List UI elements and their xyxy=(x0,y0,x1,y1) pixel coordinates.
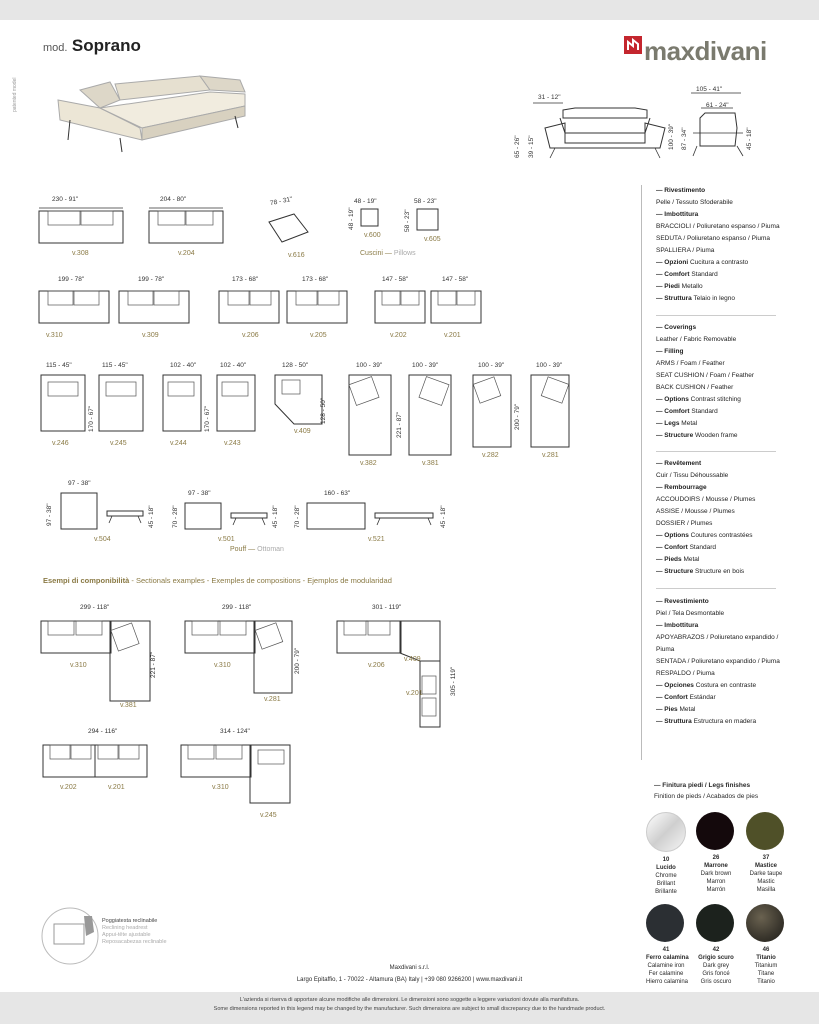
dim: 115 - 45" xyxy=(102,362,128,369)
finish-swatch: 41 Ferro calamina Calamine iron Fer calamine Hierro calamina xyxy=(646,904,686,986)
model-title: mod. Soprano xyxy=(43,36,141,55)
ottoman-side xyxy=(106,510,146,524)
headrest-legend: Poggiatesta reclinabile Reclining headrest Appui-tête ajustable Reposacabezas reclinable xyxy=(40,906,110,971)
dim: 45 - 18" xyxy=(272,505,279,528)
code: v.246 xyxy=(52,440,69,447)
company-info: Maxdivani s.r.l. Largo Epitaffio, 1 - 70022 - Altamura (BA) Italy | +39 080 9266200 | www.maxdivani.it xyxy=(296,965,523,983)
code: v.605 xyxy=(424,236,441,243)
dim: 299 - 118" xyxy=(80,604,110,611)
code: v.501 xyxy=(218,536,235,543)
dim: 221 - 87" xyxy=(150,651,157,678)
examples-area xyxy=(38,604,638,824)
dim: 305 - 119" xyxy=(450,666,457,696)
finish-swatch: 37 Mastice Darke taupe Mastic Masilla xyxy=(746,812,786,894)
dim: 115 - 45" xyxy=(46,362,72,369)
spec-divider xyxy=(641,185,642,760)
sofa-photo xyxy=(50,70,270,155)
finish-swatch: 46 Titanio Titanium Titane Titanio xyxy=(746,904,786,986)
spec-spanish: — Revestimiento Piel / Tela Desmontable — Imbottitura APOYABRAZOS / Poliuretano expandido / Piuma SENTADA / Poliuretano expandido / Piuma RESPALDO / Piuma — Opciones Costura en contraste — Confort Estándar — Pies Metal — Struttura Estructura en madera xyxy=(656,598,780,725)
code: v.206 xyxy=(368,662,385,669)
code: v.310 xyxy=(70,662,87,669)
example-drawing xyxy=(42,740,152,780)
bottom-band: L'azienda si riserva di apportare alcune modifiche alle dimensioni. Le dimensioni sono soggette a leggere variazioni dovute alla manifattura. Some dimensions reported in this legend may be changed by the manufacturer. Such dimensions are subject to small discrepancy due to the handmade product. xyxy=(0,992,819,1024)
finish-color xyxy=(646,904,684,942)
spec-italian: — Rivestimento Pelle / Tessuto Sfoderabile — Imbottitura BRACCIOLI / Poliuretano espanso / Piuma SEDUTA / Poliuretano espanso / Piuma SPALLIERA / Piuma — Opzioni Cucitura a contrasto — Comfort Standard — Piedi Metallo — Struttura Telaio in legno xyxy=(656,187,780,302)
code: v.382 xyxy=(360,460,377,467)
dim-seat: 31 - 12" xyxy=(538,94,561,101)
dim-h3: 100 - 39" xyxy=(668,123,675,150)
code: v.381 xyxy=(120,702,137,709)
code: v.245 xyxy=(110,440,127,447)
dim-h4: 87 - 34" xyxy=(681,127,688,150)
module-drawing xyxy=(216,374,256,434)
ottoman-drawing xyxy=(60,492,100,532)
module-drawing xyxy=(530,374,570,448)
code: v.205 xyxy=(310,332,327,339)
finish-color xyxy=(696,904,734,942)
dim: 128 - 50" xyxy=(282,362,309,369)
module-drawing xyxy=(472,374,512,448)
finish-color xyxy=(646,812,686,852)
module-drawing xyxy=(38,206,124,246)
code: v.202 xyxy=(60,784,77,791)
spec-sep xyxy=(656,588,776,589)
dim: 100 - 39" xyxy=(536,362,563,369)
code: v.201 xyxy=(444,332,461,339)
dim: 173 - 68" xyxy=(302,276,329,283)
ottoman-drawing xyxy=(184,502,224,532)
dim: 58 - 23" xyxy=(414,198,437,205)
dim-depth-b: 61 - 24" xyxy=(706,102,729,109)
top-band xyxy=(0,0,819,20)
dim: 147 - 58" xyxy=(382,276,409,283)
dim-h1: 65 - 26" xyxy=(514,135,521,158)
module-drawing xyxy=(274,374,324,426)
module-drawing xyxy=(38,286,110,326)
dim: 204 - 80" xyxy=(160,196,187,203)
dim: 200 - 79" xyxy=(294,647,301,674)
module-drawing xyxy=(118,286,190,326)
module-drawing xyxy=(148,206,224,246)
finish-color xyxy=(696,812,734,850)
module-drawing xyxy=(348,374,392,456)
dim: 70 - 28" xyxy=(172,505,179,528)
dim: 100 - 39" xyxy=(356,362,383,369)
code: v.521 xyxy=(368,536,385,543)
examples-title: Esempi di componibilità - Sectionals examples - Exemples de compositions - Ejemplos de modularidad xyxy=(43,576,392,585)
brand-logo: maxdivani xyxy=(622,34,646,61)
dim: 78 - 31" xyxy=(269,195,294,208)
dim: 97 - 38" xyxy=(188,490,211,497)
dim: 102 - 40" xyxy=(220,362,247,369)
code: v.409 xyxy=(404,656,421,663)
code: v.243 xyxy=(224,440,241,447)
finish-color xyxy=(746,904,784,942)
module-drawing xyxy=(430,286,482,326)
spec-sep xyxy=(656,315,776,316)
dim: 221 - 87" xyxy=(396,411,403,438)
code: v.206 xyxy=(242,332,259,339)
dim: 45 - 18" xyxy=(440,505,447,528)
module-drawing xyxy=(286,286,348,326)
module-drawing xyxy=(162,374,202,434)
side-note: patented model xyxy=(12,77,18,112)
code: v.381 xyxy=(422,460,439,467)
dim: 97 - 38" xyxy=(46,503,53,526)
module-drawing xyxy=(40,374,86,434)
dim: 147 - 58" xyxy=(442,276,469,283)
module-drawing xyxy=(264,210,314,246)
code: v.244 xyxy=(170,440,187,447)
dim: 70 - 28" xyxy=(294,505,301,528)
dim: 97 - 38" xyxy=(68,480,91,487)
spec-sep xyxy=(656,451,776,452)
module-drawing xyxy=(98,374,144,434)
module-drawing xyxy=(374,286,426,326)
dim: 200 - 79" xyxy=(514,403,521,430)
code: v.600 xyxy=(364,232,381,239)
example-drawing xyxy=(184,616,304,698)
dim-h2: 39 - 15" xyxy=(528,135,535,158)
module-drawing xyxy=(218,286,280,326)
ottoman-drawing xyxy=(306,502,368,532)
code: v.245 xyxy=(260,812,277,819)
module-drawing xyxy=(360,208,380,228)
code: v.308 xyxy=(72,250,89,257)
example-drawing xyxy=(180,740,294,806)
dim: 301 - 119" xyxy=(372,604,402,611)
code: v.310 xyxy=(214,662,231,669)
dim: 48 - 19" xyxy=(354,198,377,205)
code: v.282 xyxy=(482,452,499,459)
dim: 230 - 91" xyxy=(52,196,79,203)
code: v.281 xyxy=(542,452,559,459)
example-drawing xyxy=(336,616,446,730)
dim: 128 - 50" xyxy=(320,397,327,424)
dim: 314 - 124" xyxy=(220,728,250,735)
code: v.504 xyxy=(94,536,111,543)
ottoman-row xyxy=(38,480,638,553)
dim: 173 - 68" xyxy=(232,276,259,283)
module-row-2 xyxy=(38,276,638,346)
code: v.201 xyxy=(108,784,125,791)
code: v.202 xyxy=(390,332,407,339)
code: v.201 xyxy=(406,690,423,697)
dim: 299 - 118" xyxy=(222,604,252,611)
finish-swatch: 42 Grigio scuro Dark grey Gris foncé Gris oscuro xyxy=(696,904,736,986)
finish-swatch: 10 Lucido Chrome Brillant Brillante xyxy=(646,812,686,896)
dim: 294 - 116" xyxy=(88,728,118,735)
dim: 170 - 67" xyxy=(88,405,95,432)
dim: 45 - 18" xyxy=(148,505,155,528)
dim: 102 - 40" xyxy=(170,362,197,369)
spec-french: — Revêtement Cuir / Tissu Déhoussable — Rembourrage ACCOUDOIRS / Mousse / Plumes ASSISE / Mousse / Plumes DOSSIER / Plumes — Options Coutures contrastées — Confort Standard — Pieds Metal — Structure Structure en bois xyxy=(656,460,756,575)
module-row-3 xyxy=(38,362,638,472)
finish-color xyxy=(746,812,784,850)
module-row-1 xyxy=(38,196,638,264)
code: v.310 xyxy=(212,784,229,791)
logo-mark-icon xyxy=(622,34,646,56)
dim: 160 - 63" xyxy=(324,490,351,497)
code: v.616 xyxy=(288,252,305,259)
ottoman-side xyxy=(374,512,436,526)
code: v.310 xyxy=(46,332,63,339)
spec-english: — Coverings Leather / Fabric Removable — Filling ARMS / Foam / Feather SEAT CUSHION / Foam / Feather BACK CUSHION / Feather — Options Contrast stitching — Comfort Standard — Legs Metal — Structure Wooden frame xyxy=(656,324,755,439)
finishes-header: — Finitura piedi / Legs finishes Finition de pieds / Acabados de pies xyxy=(654,782,759,800)
pouf-label: Pouff — Ottoman xyxy=(230,546,284,553)
dim: 58 - 23" xyxy=(404,209,411,232)
dim-depth-a: 105 - 41" xyxy=(696,86,723,93)
dim: 199 - 78" xyxy=(58,276,85,283)
code: v.309 xyxy=(142,332,159,339)
dim-h5: 45 - 18" xyxy=(746,127,753,150)
finish-swatch: 26 Marrone Dark brown Marron Marrón xyxy=(696,812,736,894)
dim: 199 - 78" xyxy=(138,276,165,283)
code: v.204 xyxy=(178,250,195,257)
cushions-label: Cuscini — Pillows xyxy=(360,250,416,257)
dim: 100 - 39" xyxy=(412,362,439,369)
headrest-icon xyxy=(40,906,110,966)
module-drawing xyxy=(408,374,452,456)
dim: 100 - 39" xyxy=(478,362,505,369)
example-drawing xyxy=(40,616,160,706)
dim: 170 - 67" xyxy=(204,405,211,432)
module-drawing xyxy=(416,208,440,232)
ottoman-side xyxy=(230,512,270,526)
dim: 48 - 19" xyxy=(348,207,355,230)
code: v.409 xyxy=(294,428,311,435)
code: v.281 xyxy=(264,696,281,703)
